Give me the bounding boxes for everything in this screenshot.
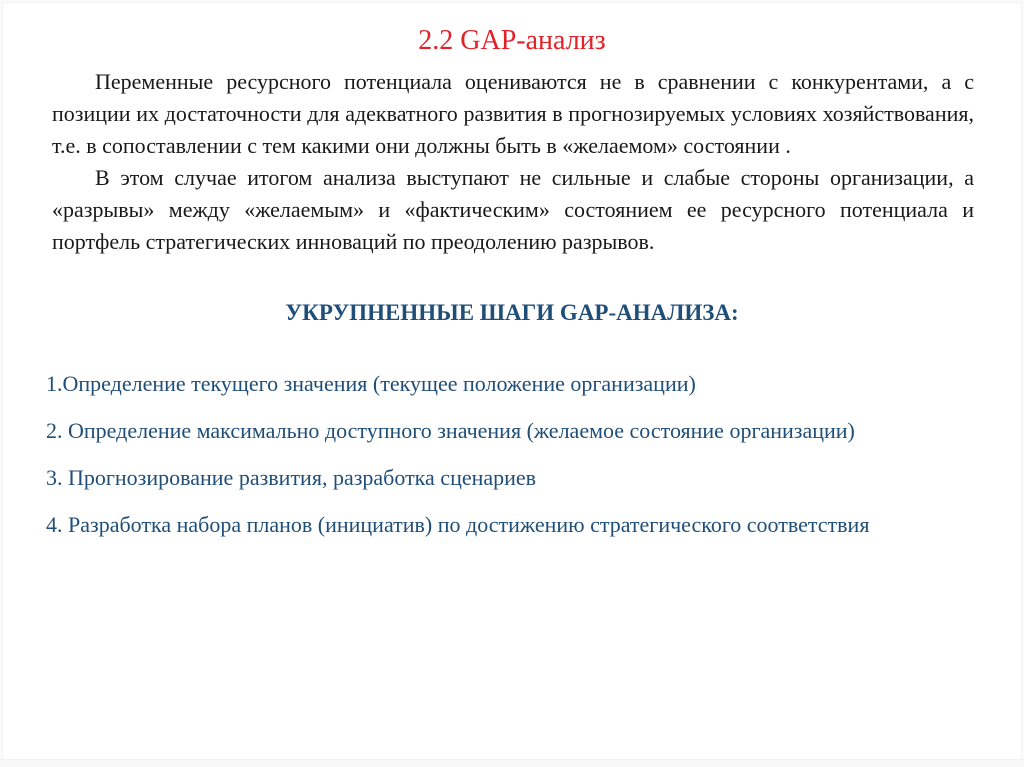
- steps-subheading: УКРУПНЕННЫЕ ШАГИ GAP-АНАЛИЗА:: [285, 300, 739, 325]
- bottom-edge-strip: [0, 759, 1024, 767]
- paragraph-resource-variables: Переменные ресурсного потенциала оцениваются не в сравнении с конкурентами, а с позиции их достаточности для адекватного развития в прогнозируемых условиях хозяйствования, т.е. в сопоставлении с тем какими они должны быть в «желаемом» состоянии .: [52, 69, 974, 158]
- step-item-2: 2. Определение максимально доступного значения (желаемое состояние организации): [46, 418, 855, 443]
- step-item-1: 1.Определение текущего значения (текущее положение организации): [46, 371, 696, 396]
- body-text-block: [52, 66, 974, 258]
- step-item-4: 4. Разработка набора планов (инициатив) по достижению стратегического соответствия: [46, 512, 870, 537]
- steps-list: [46, 360, 944, 548]
- slide-title: 2.2 GAP-анализ: [418, 25, 606, 56]
- step-item-3: 3. Прогнозирование развития, разработка сценариев: [46, 465, 537, 490]
- paragraph-analysis-result: В этом случае итогом анализа выступают не сильные и слабые стороны организации, а «разрывы» между «желаемым» и «фактическим» состоянием ее ресурсного потенциала и портфель стратегических инноваций по преодолению разрывов.: [52, 165, 974, 254]
